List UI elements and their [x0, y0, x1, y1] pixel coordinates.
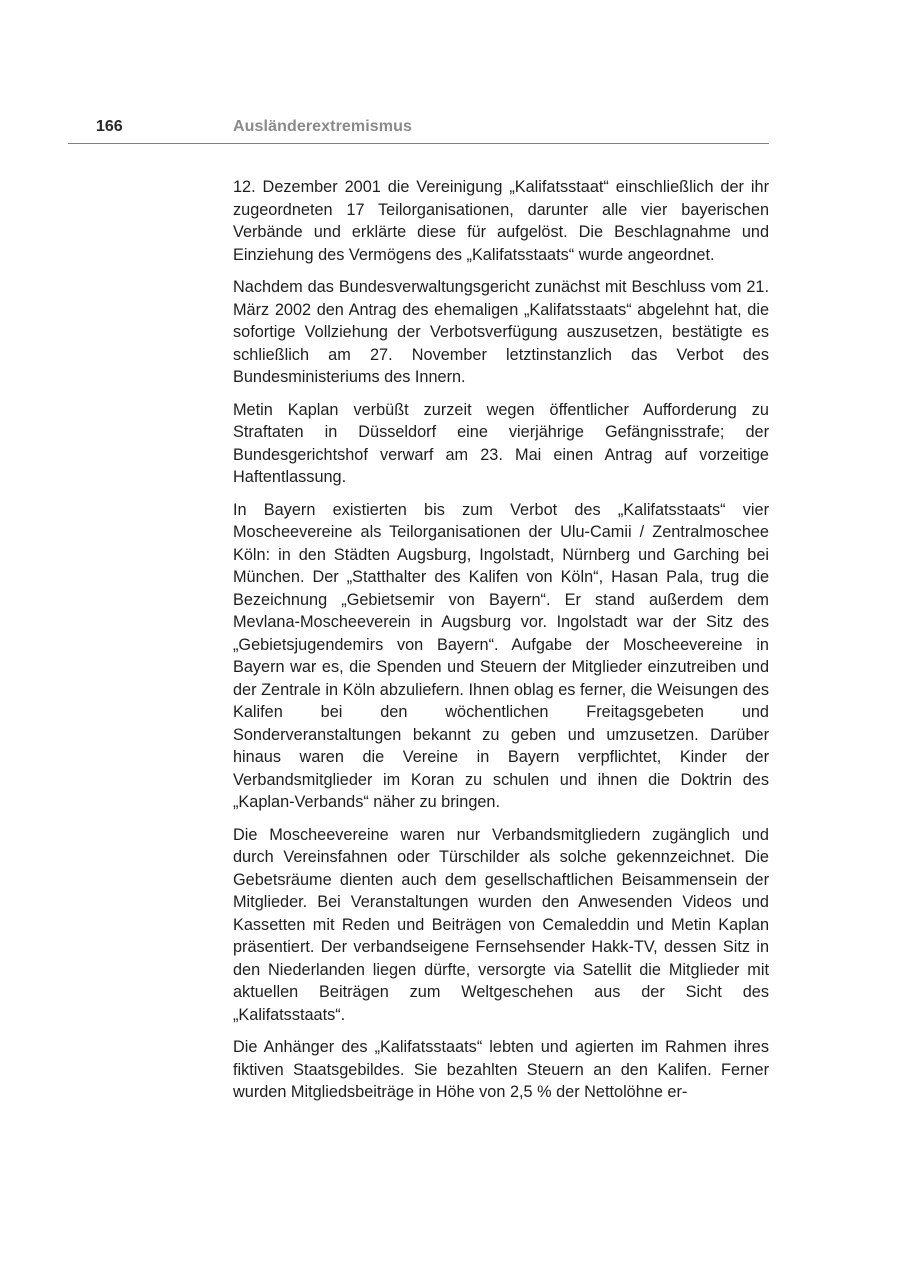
paragraph-2: Nachdem das Bundesverwaltungsgericht zunächst mit Beschluss vom 21. März 2002 den Antrag des ehemaligen „Kalifatsstaats“ abgelehnt hat, die sofortige Vollziehung der Verbotsverfügung auszusetzen, bestätigte es schließlich am 27. November letztinstanzlich das Verbot des Bundesministeriums des Innern.: [233, 278, 769, 386]
paragraph-3: Metin Kaplan verbüßt zurzeit wegen öffentlicher Aufforderung zu Straftaten in Düsseldorf eine vierjährige Gefängnisstrafe; der Bundesgerichtshof verwarf am 23. Mai einen Antrag auf vorzeitige Haftentlassung.: [233, 400, 769, 486]
page-number: 166: [96, 118, 123, 135]
paragraph-5: Die Moscheevereine waren nur Verbandsmitgliedern zugänglich und durch Vereinsfahnen oder Türschilder als solche gekennzeichnet. Die Gebetsräume dienten auch dem gesellschaftlichen Beisammensein der Mitglieder. Bei Veranstaltungen wurden den Anwesenden Videos und Kassetten mit Reden und Beiträgen von Cemaleddin und Metin Kaplan präsentiert. Der verbandseigene Fernsehsender Hakk-TV, dessen Sitz in den Niederlanden liegen dürfte, versorgte via Satellit die Mitglieder mit aktuellen Beiträgen zum Weltgeschehen aus der Sicht des „Kalifatsstaats“.: [233, 825, 769, 1024]
paragraph-1: 12. Dezember 2001 die Vereinigung „Kalifatsstaat“ einschließlich der ihr zugeordneten 17 Teilorganisationen, darunter alle vier bayerischen Verbände und erklärte diese für aufgelöst. Die Beschlagnahme und Einziehung des Vermögens des „Kalifatsstaats“ wurde angeordnet.: [233, 178, 769, 264]
paragraph-4: In Bayern existierten bis zum Verbot des „Kalifatsstaats“ vier Moscheevereine als Teilorganisationen der Ulu-Camii / Zentralmoschee Köln: in den Städten Augsburg, Ingolstadt, Nürnberg und Garching bei München. Der „Statthalter des Kalifen von Köln“, Hasan Pala, trug die Bezeichnung „Gebietsemir von Bayern“. Er stand außerdem dem Mevlana-Moscheeverein in Augsburg vor. Ingolstadt war der Sitz des „Gebietsjugendemirs von Bayern“. Aufgabe der Moscheevereine in Bayern war es, die Spenden und Steuern der Mitglieder einzutreiben und der Zentrale in Köln abzuliefern. Ihnen oblag es ferner, die Weisungen des Kalifen bei den wöchentlichen Freitagsgebeten und Sonderveranstaltungen bekannt zu geben und umzusetzen. Darüber hinaus waren die Vereine in Bayern verpflichtet, Kinder der Verbandsmitglieder im Koran zu schulen und ihnen die Doktrin des „Kaplan-Verbands“ näher zu bringen.: [233, 500, 769, 811]
page-header: [68, 117, 769, 144]
body-text: [233, 176, 769, 1114]
paragraph-6: Die Anhänger des „Kalifatsstaats“ lebten und agierten im Rahmen ihres fiktiven Staatsgebildes. Sie bezahlten Steuern an den Kalifen. Ferner wurden Mitgliedsbeiträge in Höhe von 2,5 % der Nettolöhne er-: [233, 1038, 769, 1101]
running-title: Ausländerextremismus: [233, 118, 412, 135]
